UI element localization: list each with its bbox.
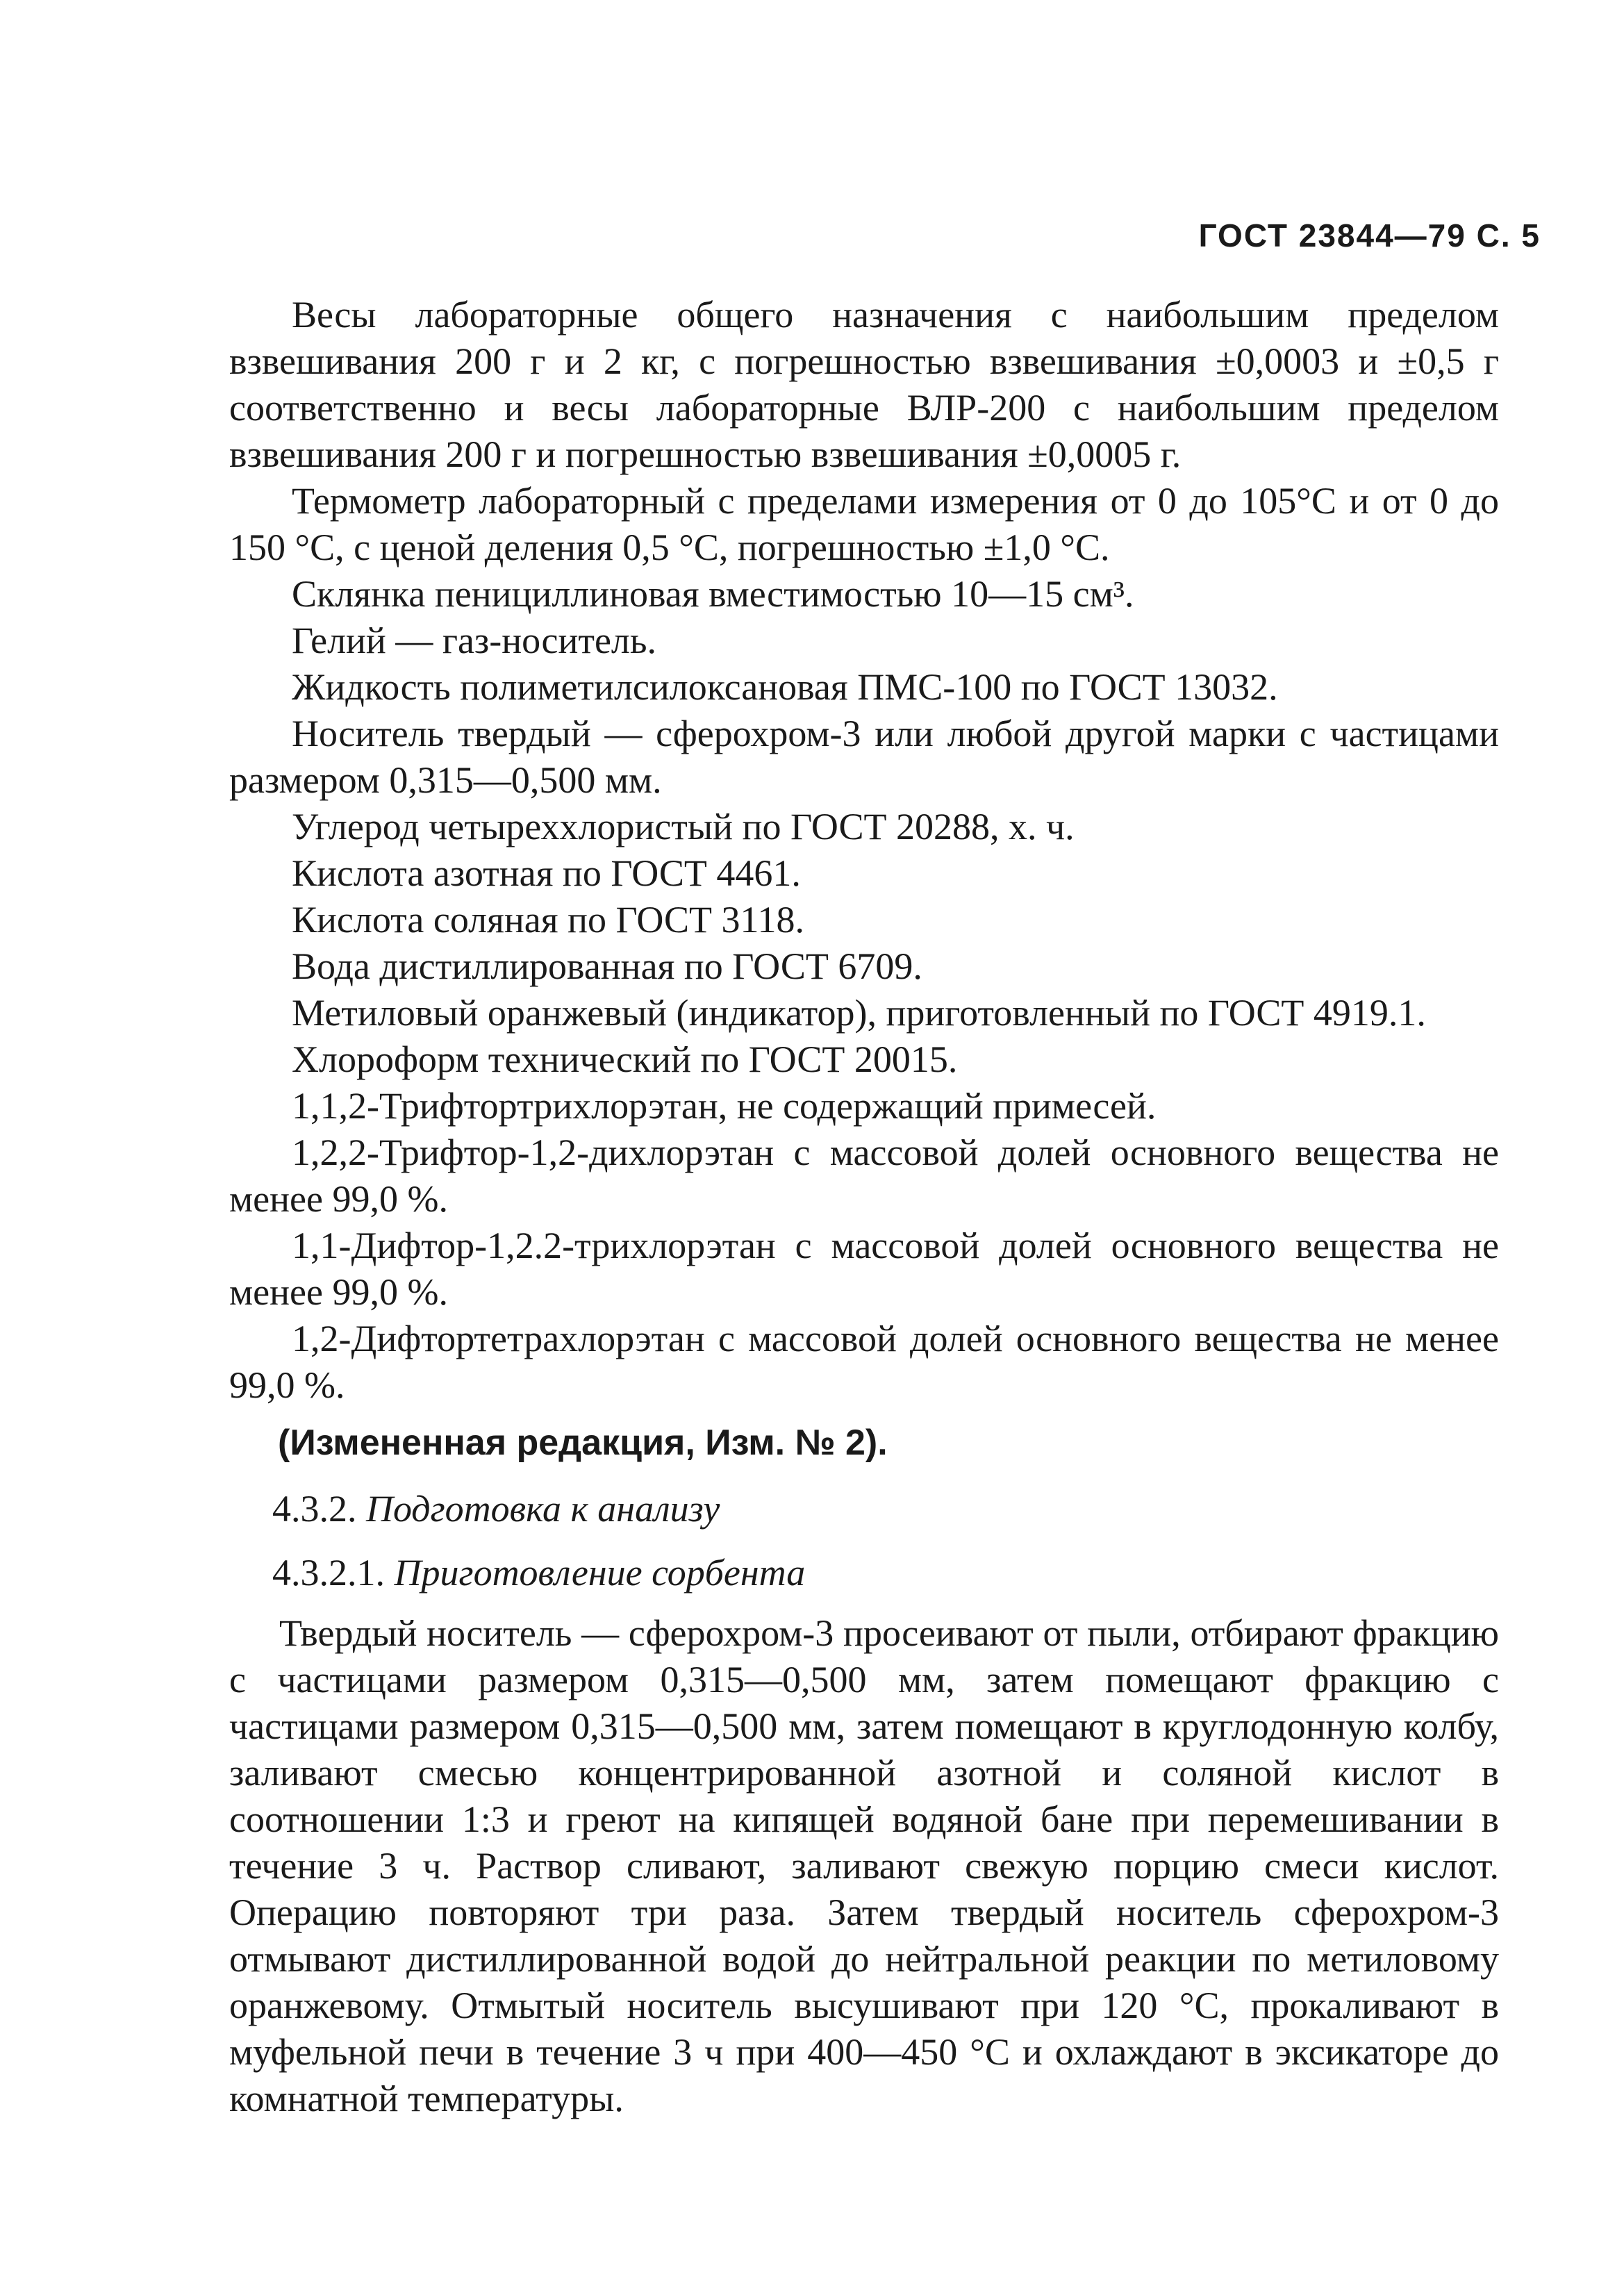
list-item: Гелий — газ-носитель. xyxy=(292,620,656,661)
list-item: Вода дистиллированная по ГОСТ 6709. xyxy=(292,945,922,987)
revision-note: (Измененная редакция, Изм. № 2). xyxy=(278,1423,888,1463)
list-item: Склянка пенициллиновая вместимостью 10—15 см³. xyxy=(292,573,1134,615)
list-item: Кислота азотная по ГОСТ 4461. xyxy=(292,852,801,894)
list-item: 1,2,2-Трифтор-1,2-дихлорэтан с массовой долей основного вещества не менее 99,0 %. xyxy=(229,1132,1499,1220)
subsection-heading xyxy=(229,1545,1499,1600)
list-item: 1,1,2-Трифтортрихлорэтан, не содержащий примесей. xyxy=(292,1085,1157,1127)
body-paragraph: Твердый носитель — сферохром-3 просеивают от пыли, отбирают фракцию с частицами размером 0,315—0,500 мм, затем помещают фракцию с частицами размером 0,315—0,500 мм, затем помещают в круглодонную колбу, заливают смесью концентрированной азотной и соляной кислот в соотношении 1:3 и греют на кипящей водяной бане при перемешивании в течение 3 ч. Раствор сливают, заливают свежую порцию смеси кислот. Операцию повторяют три раза. Затем твердый носитель сферохром-3 отмывают дистиллированной водой до нейтральной реакции по метиловому оранжевому. Отмытый носитель высушивают при 120 °С, прокаливают в муфельной печи в течение 3 ч при 400—450 °С и охлаждают в эксикаторе до комнатной температуры. xyxy=(229,1612,1499,2119)
list-item: Кислота соляная по ГОСТ 3118. xyxy=(292,899,805,941)
document-body xyxy=(229,292,1499,2160)
list-item: 1,2-Дифтортетрахлорэтан с массовой долей основного вещества не менее 99,0 %. xyxy=(229,1318,1499,1406)
list-item: Хлороформ технический по ГОСТ 20015. xyxy=(292,1038,958,1080)
list-item: Термометр лабораторный с пределами измерения от 0 до 105°С и от 0 до 150 °С, с ценой деления 0,5 °С, погрешностью ±1,0 °С. xyxy=(229,480,1499,568)
section-number: 4.3.2.1. xyxy=(272,1552,385,1593)
section-title: Подготовка к анализу xyxy=(366,1488,720,1530)
list-item: 1,1-Дифтор-1,2.2-трихлорэтан с массовой долей основного вещества не менее 99,0 %. xyxy=(229,1225,1499,1313)
list-item: Весы лабораторные общего назначения с наибольшим пределом взвешивания 200 г и 2 кг, с погрешностью взвешивания ±0,0003 и ±0,5 г соответственно и весы лабораторные ВЛР-200 с наибольшим пределом взвешивания 200 г и погрешностью взвешивания ±0,0005 г. xyxy=(229,294,1499,475)
list-item: Метиловый оранжевый (индикатор), приготовленный по ГОСТ 4919.1. xyxy=(292,992,1426,1034)
page-header: ГОСТ 23844—79 С. 5 xyxy=(1198,217,1541,254)
section-number: 4.3.2. xyxy=(272,1488,357,1530)
list-item: Жидкость полиметилсилоксановая ПМС-100 по ГОСТ 13032. xyxy=(292,666,1278,708)
list-item: Носитель твердый — сферохром-3 или любой другой марки с частицами размером 0,315—0,500 мм. xyxy=(229,713,1499,801)
list-item: Углерод четыреххлористый по ГОСТ 20288, х. ч. xyxy=(292,806,1075,847)
section-title: Приготовление сорбента xyxy=(394,1552,806,1593)
section-heading xyxy=(229,1481,1499,1537)
